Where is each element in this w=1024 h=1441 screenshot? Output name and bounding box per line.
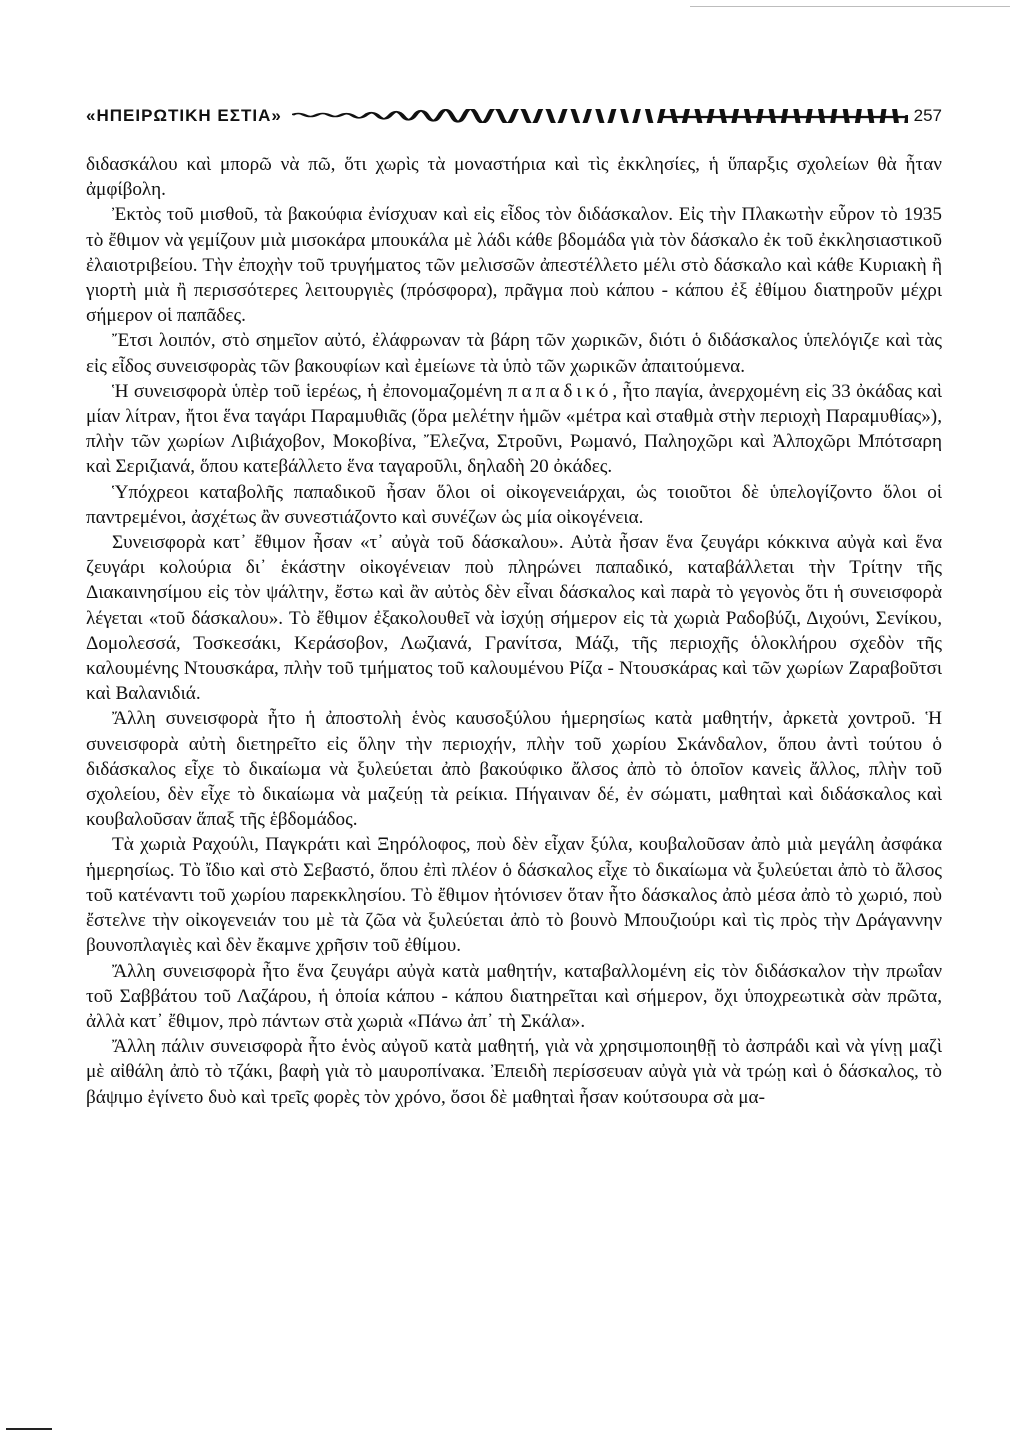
journal-title: «ΗΠΕΙΡΩΤΙΚΗ ΕΣΤΙΑ» xyxy=(86,106,282,125)
paragraph: Ὑπόχρεοι καταβολῆς παπαδικοῦ ἦσαν ὅλοι οἱ οἰκογενειάρχαι, ὡς τοιοῦτοι δὲ ὑπελογίζοντο ὅλοι οἱ παντρεμένοι, ἀσχέτως ἂν συνεστιάζοντο καὶ συνέζων ὡς μία οἰκογένεια. xyxy=(86,481,942,528)
paragraph: διδασκάλου καὶ μπορῶ νὰ πῶ, ὅτι χωρὶς τὰ μοναστήρια καὶ τὶς ἐκκλησίες, ἡ ὕπαρξις σχολείων θὰ ἦταν ἀμφίβολη. xyxy=(86,154,942,201)
paragraph: Τὰ χωριὰ Ραχούλι, Παγκράτι καὶ Ξηρόλοφος, ποὺ δὲν εἶχαν ξύλα, κουβαλοῦσαν ἀπὸ μιὰ μεγάλη ἀσφάκα ἡμερησίως. Τὸ ἴδιο καὶ στὸ Σεβαστό, ὅπου ἐπὶ πλέον ὁ δάσκαλος εἶχε τὸ δικαίωμα νὰ ξυλεύεται ἀπὸ τὸ ἄλσος τοῦ κατέναντι τοῦ χωρίου παρεκκλησίου. Τὸ ἔθιμον ἠτόνισεν ὅταν ἦτο δάσκαλος ἀπὸ μέσα ἀπὸ τὸ χωριό, ποὺ ἔστελνε τὴν οἰκογενειάν του μὲ τὰ ζῶα νὰ ξυλεύεται ἀπὸ τὸ βουνὸ Μπουζιούρι καὶ τὶς πρὸς τὴν Δράγαννην βουνοπλαγιὲς καὶ δὲν ἔκαμνε χρῆσιν τοῦ ἐθίμου. xyxy=(86,834,942,957)
paragraph xyxy=(86,379,942,480)
paragraph: Ἄλλη συνεισφορὰ ἦτο ἕνα ζευγάρι αὐγὰ κατὰ μαθητήν, καταβαλλομένη εἰς τὸν διδάσκαλον τὴν πρωΐαν τοῦ Σαββάτου τοῦ Λαζάρου, ἡ ὁποία κάπου - κάπου διατηρεῖται καὶ σήμερον, ὄχι ὑποχρεωτικὰ σὰν πρῶτα, ἀλλὰ κατ᾽ ἔθιμον, πρὸ πάντων στὰ χωριὰ «Πάνω ἀπ᾽ τὴ Σκάλα». xyxy=(86,960,942,1032)
running-header xyxy=(86,104,942,128)
paragraph: Ἄλλη συνεισφορὰ ἦτο ἡ ἀποστολὴ ἑνὸς καυσοξύλου ἡμερησίως κατὰ μαθητήν, ἀρκετὰ χοντροῦ. Ἡ συνεισφορὰ αὐτὴ διετηρεῖτο εἰς ὅλην τὴν περιοχήν, πλὴν τοῦ χωρίου Σκάνδαλον, ὅπου ἀντὶ τούτου ὁ διδάσκαλος εἶχε τὸ δικαίωμα νὰ ξυλεύεται ἀπὸ βακούφικο ἄλσος ἀπὸ τὸ ὁποῖον κανεὶς ἄλλος, πλὴν τοῦ σχολείου, δὲν εἶχε τὸ δικαίωμα νὰ μαζεύῃ τὰ ρείκια. Πήγαιναν δέ, ἐν σώματι, μαθηταὶ καὶ διδάσκαλος καὶ κουβαλοῦσαν ἅπαξ τῆς ἑβδομάδος. xyxy=(86,708,942,831)
spaced-term: παπαδικό xyxy=(507,380,613,402)
scan-artifact-line xyxy=(690,6,1010,7)
paragraph: Ἄλλη πάλιν συνεισφορὰ ἦτο ἑνὸς αὐγοῦ κατὰ μαθητή, γιὰ νὰ χρησιμοποιηθῇ τὸ ἀσπράδι καὶ νὰ γίνῃ μαζὶ μὲ αἰθάλη ἀπὸ τὸ τζάκι, βαφὴ γιὰ τὸ μαυροπίνακα. Ἐπειδὴ περίσσευαν αὐγὰ γιὰ νὰ τρώῃ καὶ ὁ δάσκαλος, τὸ βάψιμο ἐγίνετο δυὸ καὶ τρεῖς φορὲς τὸν χρόνο, ὅσοι δὲ μαθηταὶ ἦσαν κούτσουρα σὰ μα- xyxy=(86,1036,942,1108)
paragraph: Ἐκτὸς τοῦ μισθοῦ, τὰ βακούφια ἐνίσχυαν καὶ εἰς εἶδος τὸν διδάσκαλον. Εἰς τὴν Πλακωτὴν εὗρον τὸ 1935 τὸ ἔθιμον νὰ γεμίζουν μιὰ μισοκάρα μπουκάλα μὲ λάδι κάθε βδομάδα γιὰ τὸν δάσκαλο ἐκ τοῦ ἐκκλησιαστικοῦ ἐλαιοτριβείου. Τὴν ἐποχὴν τοῦ τρυγήματος τῶν μελισσῶν ἀπεστέλλετο μέλι στὸ δάσκαλο καὶ κάθε Κυριακὴ ἢ γιορτὴ μιὰ ἢ περισσότερες λειτουργιὲς (πρόσφορα), πρᾶγμα ποὺ κάπου - κάπου ἐξ ἐθίμου διατηροῦν μέχρι σήμερον οἱ παπᾶδες. xyxy=(86,204,942,327)
page-number: 257 xyxy=(913,106,942,125)
article-body xyxy=(86,152,942,1110)
paragraph-text: , ἦτο παγία, ἀνερχομένη εἰς 33 ὀκάδας καὶ μίαν λίτραν, ἤτοι ἕνα ταγάρι Παραμυθιᾶς (ὅρα μελέτην ἡμῶν «μέτρα καὶ σταθμὰ στὴν περιοχὴ Παραμυθίας»), πλὴν τῶν χωρίων Λιβιάχοβον, Μοκοβίνα, Ἔλεζνα, Στροῦνι, Ρωμανό, Παληοχῶρι καὶ Ἀλποχῶρι Μπότσαρη καὶ Σεριζιανά, ὅπου κατεβάλλετο ἕνα ταγαροῦλι, δηλαδὴ 20 ὀκάδες. xyxy=(86,380,943,478)
decorative-wavy-rule xyxy=(292,109,908,123)
scan-corner-mark xyxy=(6,1428,52,1430)
paragraph: Συνεισφορὰ κατ᾽ ἔθιμον ἦσαν «τ᾽ αὐγὰ τοῦ δάσκαλου». Αὐτὰ ἦσαν ἕνα ζευγάρι κόκκινα αὐγὰ καὶ ἕνα ζευγάρι κολούρια δι᾽ ἑκάστην οἰκογένειαν ποὺ πληρώνει παπαδικό, καταβάλλεται τὴν Τρίτην τῆς Διακαινησίμου εἰς τὸν ψάλτην, ἔστω καὶ ἂν αὐτὸς δὲν εἶναι δάσκαλος καὶ παρὰ τὸ γεγονὸς ὅτι ἡ συνεισφορὰ λέγεται «τοῦ δάσκαλου». Τὸ ἔθιμον ἐξακολουθεῖ νὰ ἰσχύῃ σήμερον εἰς τὰ χωριὰ Ραδοβύζι, Διχούνι, Σενίκου, Δομολεσσά, Τοσκεσάκι, Κεράσοβον, Λωζιανά, Γρανίτσα, Μάζι, τῆς περιοχῆς ὁλοκλήρου σχεδὸν τῆς καλουμένης Ντουσκάρα, πλὴν τοῦ τμήματος τοῦ καλουμένου Ρίζα - Ντουσκάρας καὶ τῶν χωρίων Ζαραβοῦτσι καὶ Βαλανιδιά. xyxy=(86,532,942,705)
paragraph: Ἔτσι λοιπόν, στὸ σημεῖον αὐτό, ἐλάφρωναν τὰ βάρη τῶν χωρικῶν, διότι ὁ διδάσκαλος ὑπελόγιζε καὶ τὰς εἰς εἶδος συνεισφορὰς τῶν βακουφίων καὶ ἐμείωνε τὰ ὑπὸ τῶν χωρικῶν ἀπαιτούμενα. xyxy=(86,330,942,377)
paragraph-text: Ἡ συνεισφορὰ ὑπὲρ τοῦ ἱερέως, ἡ ἐπονομαζομένη xyxy=(112,380,508,402)
